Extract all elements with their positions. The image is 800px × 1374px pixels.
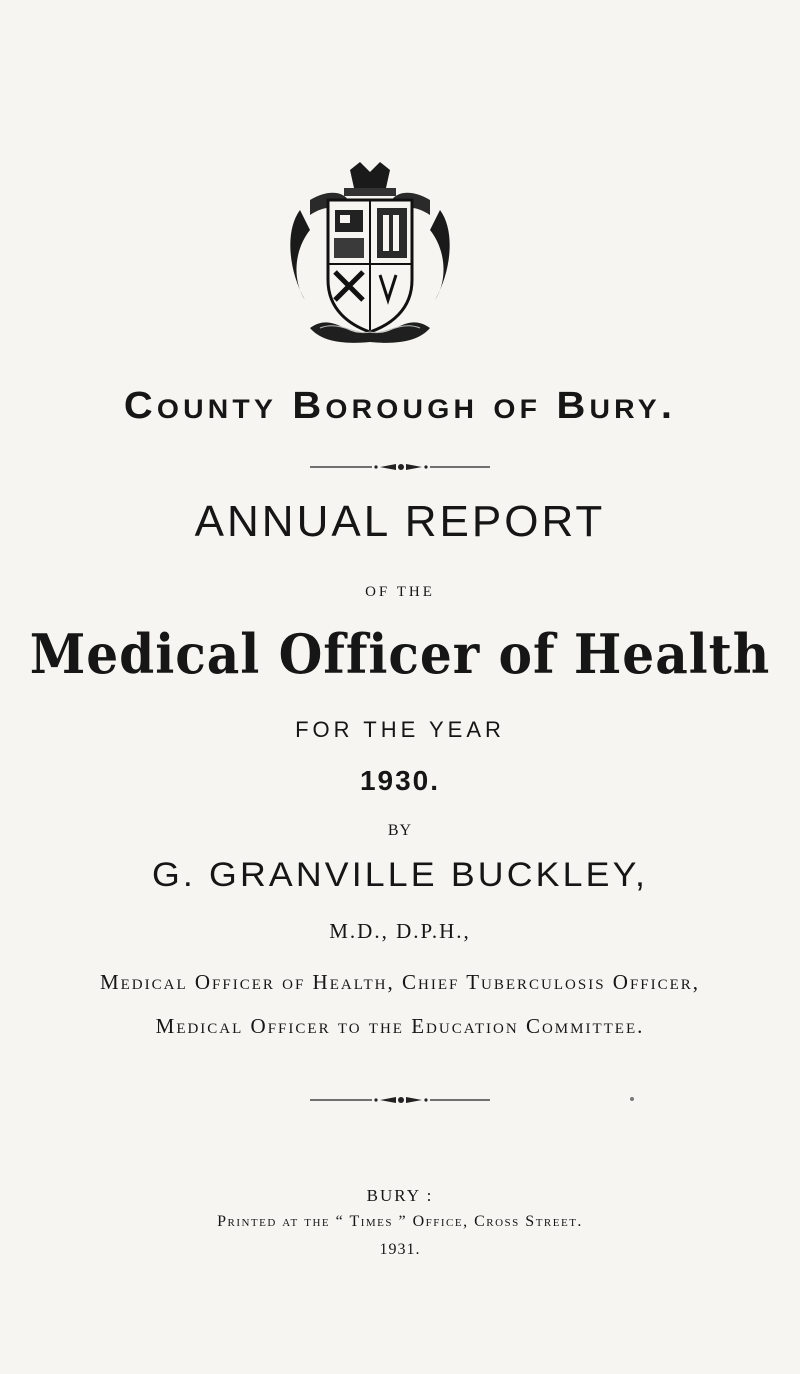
county-heading: County Borough of Bury. [123, 385, 677, 427]
rule-ornament-icon [310, 1093, 490, 1107]
rule-ornament-icon [310, 460, 490, 474]
imprint-place: BURY : [366, 1186, 434, 1205]
of-the-text: OF THE [365, 584, 435, 600]
author-degrees: M.D., D.P.H., [329, 919, 471, 943]
report-year: 1930. [359, 765, 441, 796]
report-subject: Medical Officer of Health [29, 622, 771, 686]
author-offices-line-1: Medical Officer of Health, Chief Tuberculosis Officer, [99, 970, 701, 994]
for-year-label: FOR THE YEAR [295, 717, 505, 742]
author-offices-line-2: Medical Officer to the Education Committee. [155, 1014, 645, 1038]
by-text: BY [387, 822, 413, 839]
print-speck [630, 1097, 634, 1101]
imprint-printer: Printed at the “ Times ” Office, Cross Street. [217, 1213, 583, 1230]
author-name: G. GRANVILLE BUCKLEY, [151, 856, 649, 894]
coat-of-arms-icon [280, 160, 460, 345]
imprint-year: 1931. [379, 1241, 421, 1258]
report-title: ANNUAL REPORT [194, 497, 606, 546]
